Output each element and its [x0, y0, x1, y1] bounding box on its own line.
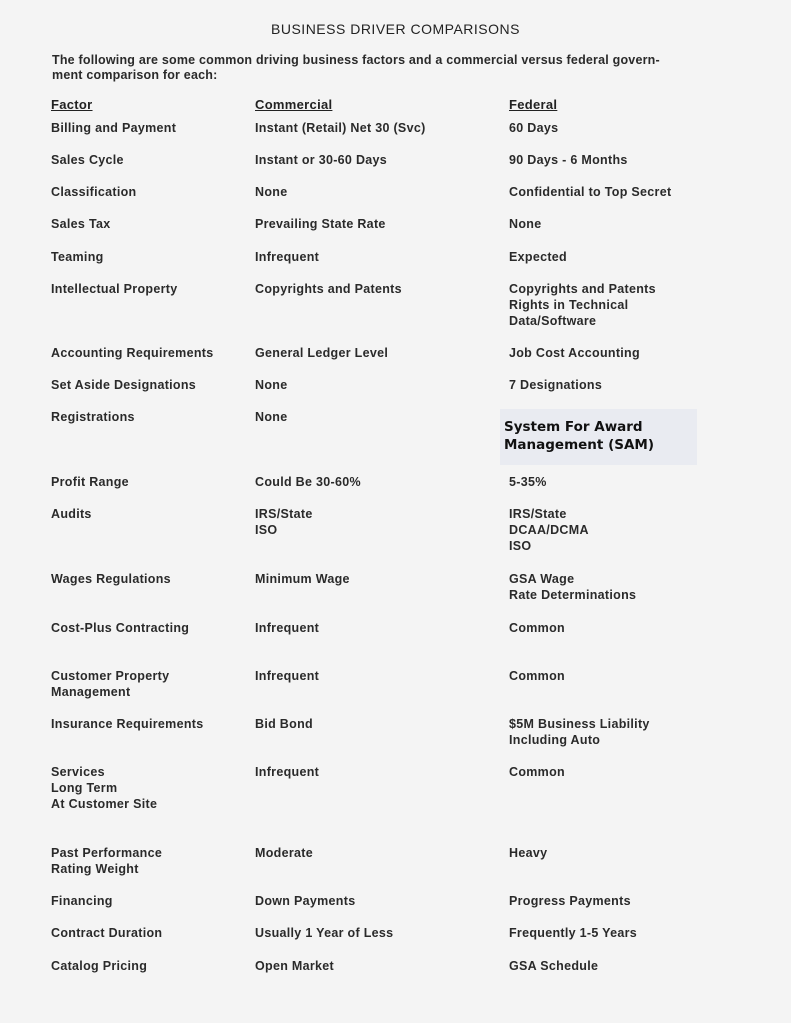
federal-cell: None: [509, 217, 542, 231]
federal-cell: Copyrights and Patents Rights in Technical Data/Software: [509, 282, 656, 328]
factor-cell: Set Aside Designations: [51, 378, 197, 392]
commercial-cell: Down Payments: [255, 894, 356, 908]
commercial-cell: Instant (Retail) Net 30 (Svc): [255, 121, 426, 135]
federal-cell: 5-35%: [509, 475, 547, 489]
commercial-cell: None: [255, 185, 288, 199]
header-commercial: Commercial: [255, 97, 333, 112]
commercial-cell: IRS/State ISO: [255, 507, 313, 537]
header-factor: Factor: [51, 97, 93, 112]
factor-cell: Profit Range: [51, 475, 129, 489]
factor-cell: Billing and Payment: [51, 121, 177, 135]
factor-cell: Services Long Term At Customer Site: [51, 765, 158, 811]
federal-cell: 7 Designations: [509, 378, 603, 392]
federal-cell: IRS/State DCAA/DCMA ISO: [509, 507, 589, 553]
federal-cell: 90 Days - 6 Months: [509, 153, 628, 167]
commercial-cell: Infrequent: [255, 621, 320, 635]
federal-cell: GSA Wage Rate Determinations: [509, 572, 637, 602]
factor-cell: Sales Tax: [51, 217, 111, 231]
factor-cell: Wages Regulations: [51, 572, 171, 586]
factor-cell: Catalog Pricing: [51, 959, 148, 973]
factor-cell: Accounting Requirements: [51, 346, 214, 360]
commercial-cell: Moderate: [255, 846, 313, 860]
commercial-cell: Bid Bond: [255, 717, 313, 731]
page-title: BUSINESS DRIVER COMPARISONS: [271, 21, 520, 37]
factor-cell: Classification: [51, 185, 137, 199]
federal-cell: $5M Business Liability Including Auto: [509, 717, 650, 747]
factor-cell: Registrations: [51, 410, 135, 424]
federal-cell: 60 Days: [509, 121, 559, 135]
commercial-cell: Infrequent: [255, 765, 320, 779]
federal-cell: Progress Payments: [509, 894, 631, 908]
commercial-cell: General Ledger Level: [255, 346, 389, 360]
federal-cell: Job Cost Accounting: [509, 346, 640, 360]
commercial-cell: Usually 1 Year of Less: [255, 926, 394, 940]
commercial-cell: Prevailing State Rate: [255, 217, 386, 231]
federal-cell: GSA Schedule: [509, 959, 599, 973]
federal-cell: Heavy: [509, 846, 548, 860]
commercial-cell: Infrequent: [255, 250, 320, 264]
commercial-cell: Infrequent: [255, 669, 320, 683]
intro-text: The following are some common driving business factors and a commercial versus federal govern- ment comparison for each:: [52, 53, 660, 82]
federal-cell: Common: [509, 621, 565, 635]
factor-cell: Past Performance Rating Weight: [51, 846, 163, 876]
factor-cell: Insurance Requirements: [51, 717, 204, 731]
header-federal: Federal: [509, 97, 558, 112]
factor-cell: Financing: [51, 894, 113, 908]
commercial-cell: None: [255, 378, 288, 392]
factor-cell: Customer Property Management: [51, 669, 170, 699]
commercial-cell: Could Be 30-60%: [255, 475, 361, 489]
federal-cell: Common: [509, 669, 565, 683]
factor-cell: Audits: [51, 507, 92, 521]
federal-cell: Confidential to Top Secret: [509, 185, 672, 199]
commercial-cell: Copyrights and Patents: [255, 282, 402, 296]
commercial-cell: None: [255, 410, 288, 424]
federal-cell: Expected: [509, 250, 567, 264]
commercial-cell: Open Market: [255, 959, 335, 973]
factor-cell: Contract Duration: [51, 926, 163, 940]
intro-paragraph: [52, 53, 791, 83]
factor-cell: Teaming: [51, 250, 104, 264]
commercial-cell: Instant or 30-60 Days: [255, 153, 388, 167]
commercial-cell: Minimum Wage: [255, 572, 350, 586]
factor-cell: Sales Cycle: [51, 153, 124, 167]
federal-cell: System For Award Management (SAM): [504, 419, 655, 453]
federal-cell: Common: [509, 765, 565, 779]
factor-cell: Intellectual Property: [51, 282, 178, 296]
factor-cell: Cost-Plus Contracting: [51, 621, 190, 635]
federal-cell: Frequently 1-5 Years: [509, 926, 638, 940]
